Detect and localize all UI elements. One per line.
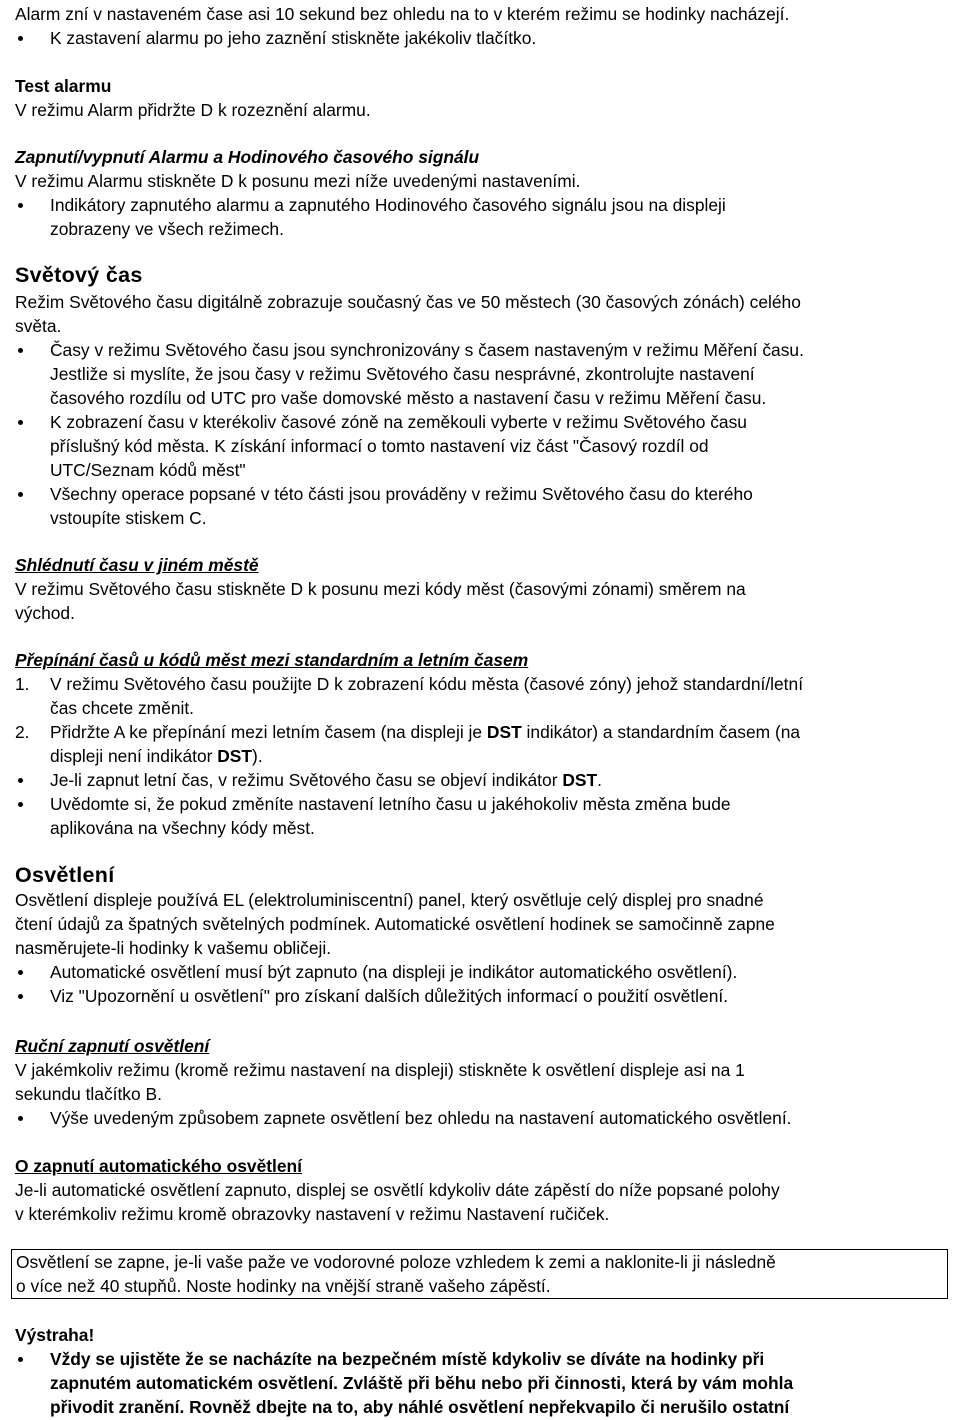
tilt-note-box [11,1249,948,1299]
bullet-line: UTC/Seznam kódů měst" [50,460,246,480]
text-run: . [597,770,602,790]
test-alarm-section [15,74,950,122]
bullet-line: časového rozdílu od UTC pro vaše domovské město a nastavení času v režimu Měření času. [50,388,767,408]
tilt-note-text: Osvětlení se zapne, je-li vaše paže ve vodorovné poloze vzhledem k zemi a naklonite-li ji následně [16,1252,776,1272]
world-time-intro: Režim Světového času digitálně zobrazuje současný čas ve 50 městech (30 časových zónách) celého [15,292,801,312]
bullet-line: Vždy se ujistěte že se nacházíte na bezpečném místě kdykoliv se díváte na hodinky při [50,1349,765,1369]
auto-light-section [15,1154,950,1226]
bullet-line: Časy v režimu Světového času jsou synchronizovány s časem nastaveným v režimu Měření času. [50,340,804,360]
bullet-line: Uvědomte si, že pokud změníte nastavení letního času u jakéhokoliv města změna bude [50,794,731,814]
world-time-bullet-sync [15,338,950,410]
manual-light-heading: Ruční zapnutí osvětlení [15,1036,210,1056]
bullet-line: přivodit zranění. Rovněž dbejte na to, aby náhlé osvětlení nepřekvapilo či nerušilo ostatní [50,1397,790,1417]
light-bullet-warning-ref: Viz "Upozornění u osvětlení" pro získaní dalších důležitých informací o použití osvětlení. [15,984,950,1008]
text-run: displeji není indikátor [50,746,218,766]
step-line: čas chcete změnit. [50,698,195,718]
bullet-line: příslušný kód města. K získání informací o tomto nastavení viz část "Časový rozdíl od [50,436,709,456]
dst-indicator-text: DST [562,770,598,790]
manual-light-bullet: Výše uvedeným způsobem zapnete osvětlení bez ohledu na nastavení automatického osvětlení. [15,1106,950,1130]
warning-section [15,1323,950,1419]
world-time-bullet-ops [15,482,950,530]
dst-bullet-indicator [15,768,950,792]
world-time-section [15,262,950,530]
world-time-intro: světa. [15,316,62,336]
other-city-text: východ. [15,603,75,623]
text-run: Je-li zapnut letní čas, v režimu Světového času se objeví indikátor [50,770,563,790]
auto-light-text: v kterémkoliv režimu kromě obrazovky nastavení v režimu Nastavení ručiček. [15,1204,610,1224]
warning-heading: Výstraha! [15,1325,95,1345]
world-time-heading: Světový čas [15,263,143,287]
auto-light-text: Je-li automatické osvětlení zapnuto, displej se osvětlí kdykoliv dáte zápěstí do níže popsané polohy [15,1180,780,1200]
tilt-note-text: o více než 40 stupňů. Noste hodinky na vnější straně vašeho zápěstí. [16,1276,551,1296]
step-number: 2. [15,722,30,742]
text-run: ). [252,746,263,766]
alarm-toggle-text: V režimu Alarmu stiskněte D k posunu mezi níže uvedenými nastaveními. [15,171,581,191]
auto-light-heading: O zapnutí automatického osvětlení [15,1156,302,1176]
step-number: 1. [15,674,30,694]
text-run: Přidržte A ke přepínání mezi letním časem (na displeji je [50,722,487,742]
light-section [15,862,950,1008]
dst-section [15,648,950,840]
manual-light-section [15,1034,950,1130]
other-city-section [15,553,950,625]
dst-step-1 [15,672,950,720]
alarm-toggle-heading: Zapnutí/vypnutí Alarmu a Hodinového časového signálu [15,147,480,167]
bullet-line: vstoupíte stiskem C. [50,508,207,528]
test-alarm-heading: Test alarmu [15,76,112,96]
alarm-toggle-section [15,145,950,241]
light-text: čtení údajů za špatných světelných podmínek. Automatické osvětlení hodinek se samočinně zapne [15,914,775,934]
bullet-line: Všechny operace popsané v této části jsou prováděny v režimu Světového času do kterého [50,484,753,504]
dst-heading: Přepínání časů u kódů měst mezi standardním a letním časem [15,650,529,670]
alarm-stop-bullet: K zastavení alarmu po jeho zaznění stiskněte jakékoliv tlačítko. [15,26,950,50]
alarm-indicator-bullet [15,193,950,241]
step-line [50,720,950,744]
bullet-line: zapnutém automatickém osvětlení. Zvláště při běhu nebo při činnosti, která by vám mohla [50,1373,794,1393]
bullet-line: aplikována na všechny kódy měst. [50,818,315,838]
step-line [50,744,950,768]
step-line: V režimu Světového času použijte D k zobrazení kódu města (časové zóny) jehož standardní/letní [50,674,804,694]
dst-bullet-note [15,792,950,840]
bullet-line: Jestliže si myslíte, že jsou časy v režimu Světového času nesprávné, zkontrolujte nastavení [50,364,755,384]
light-bullet-auto: Automatické osvětlení musí být zapnuto (na displeji je indikátor automatického osvětlení). [15,960,950,984]
text-run: indikátor) a standardním časem (na [521,722,801,742]
light-text: nasměrujete-li hodinky k vašemu obličeji. [15,938,332,958]
manual-light-text: V jakémkoliv režimu (kromě režimu nastavení na displeji) stiskněte k osvětlení displeje asi na 1 [15,1060,745,1080]
dst-step-2 [15,720,950,768]
bullet-line: zobrazeny ve všech režimech. [50,219,284,239]
world-time-bullet-city [15,410,950,482]
other-city-heading: Shlédnutí času v jiném městě [15,555,259,575]
light-heading: Osvětlení [15,863,115,887]
test-alarm-text: V režimu Alarm přidržte D k rozeznění alarmu. [15,100,371,120]
other-city-text: V režimu Světového času stiskněte D k posunu mezi kódy měst (časovými zónami) směrem na [15,579,746,599]
bullet-line: K zobrazení času v kterékoliv časové zóně na zeměkouli vyberte v režimu Světového času [50,412,747,432]
manual-light-text: sekundu tlačítko B. [15,1084,162,1104]
warning-bullet [15,1347,950,1419]
bullet-line: Indikátory zapnutého alarmu a zapnutého Hodinového časového signálu jsou na displeji [50,195,726,215]
dst-indicator-text: DST [486,722,522,742]
light-text: Osvětlení displeje používá EL (elektroluminiscentní) panel, který osvětluje celý displej pro snadné [15,890,764,910]
alarm-top-section [15,2,950,50]
alarm-duration-text: Alarm zní v nastaveném čase asi 10 sekund bez ohledu na to v kterém režimu se hodinky nacházejí. [15,4,790,24]
dst-indicator-text: DST [217,746,253,766]
